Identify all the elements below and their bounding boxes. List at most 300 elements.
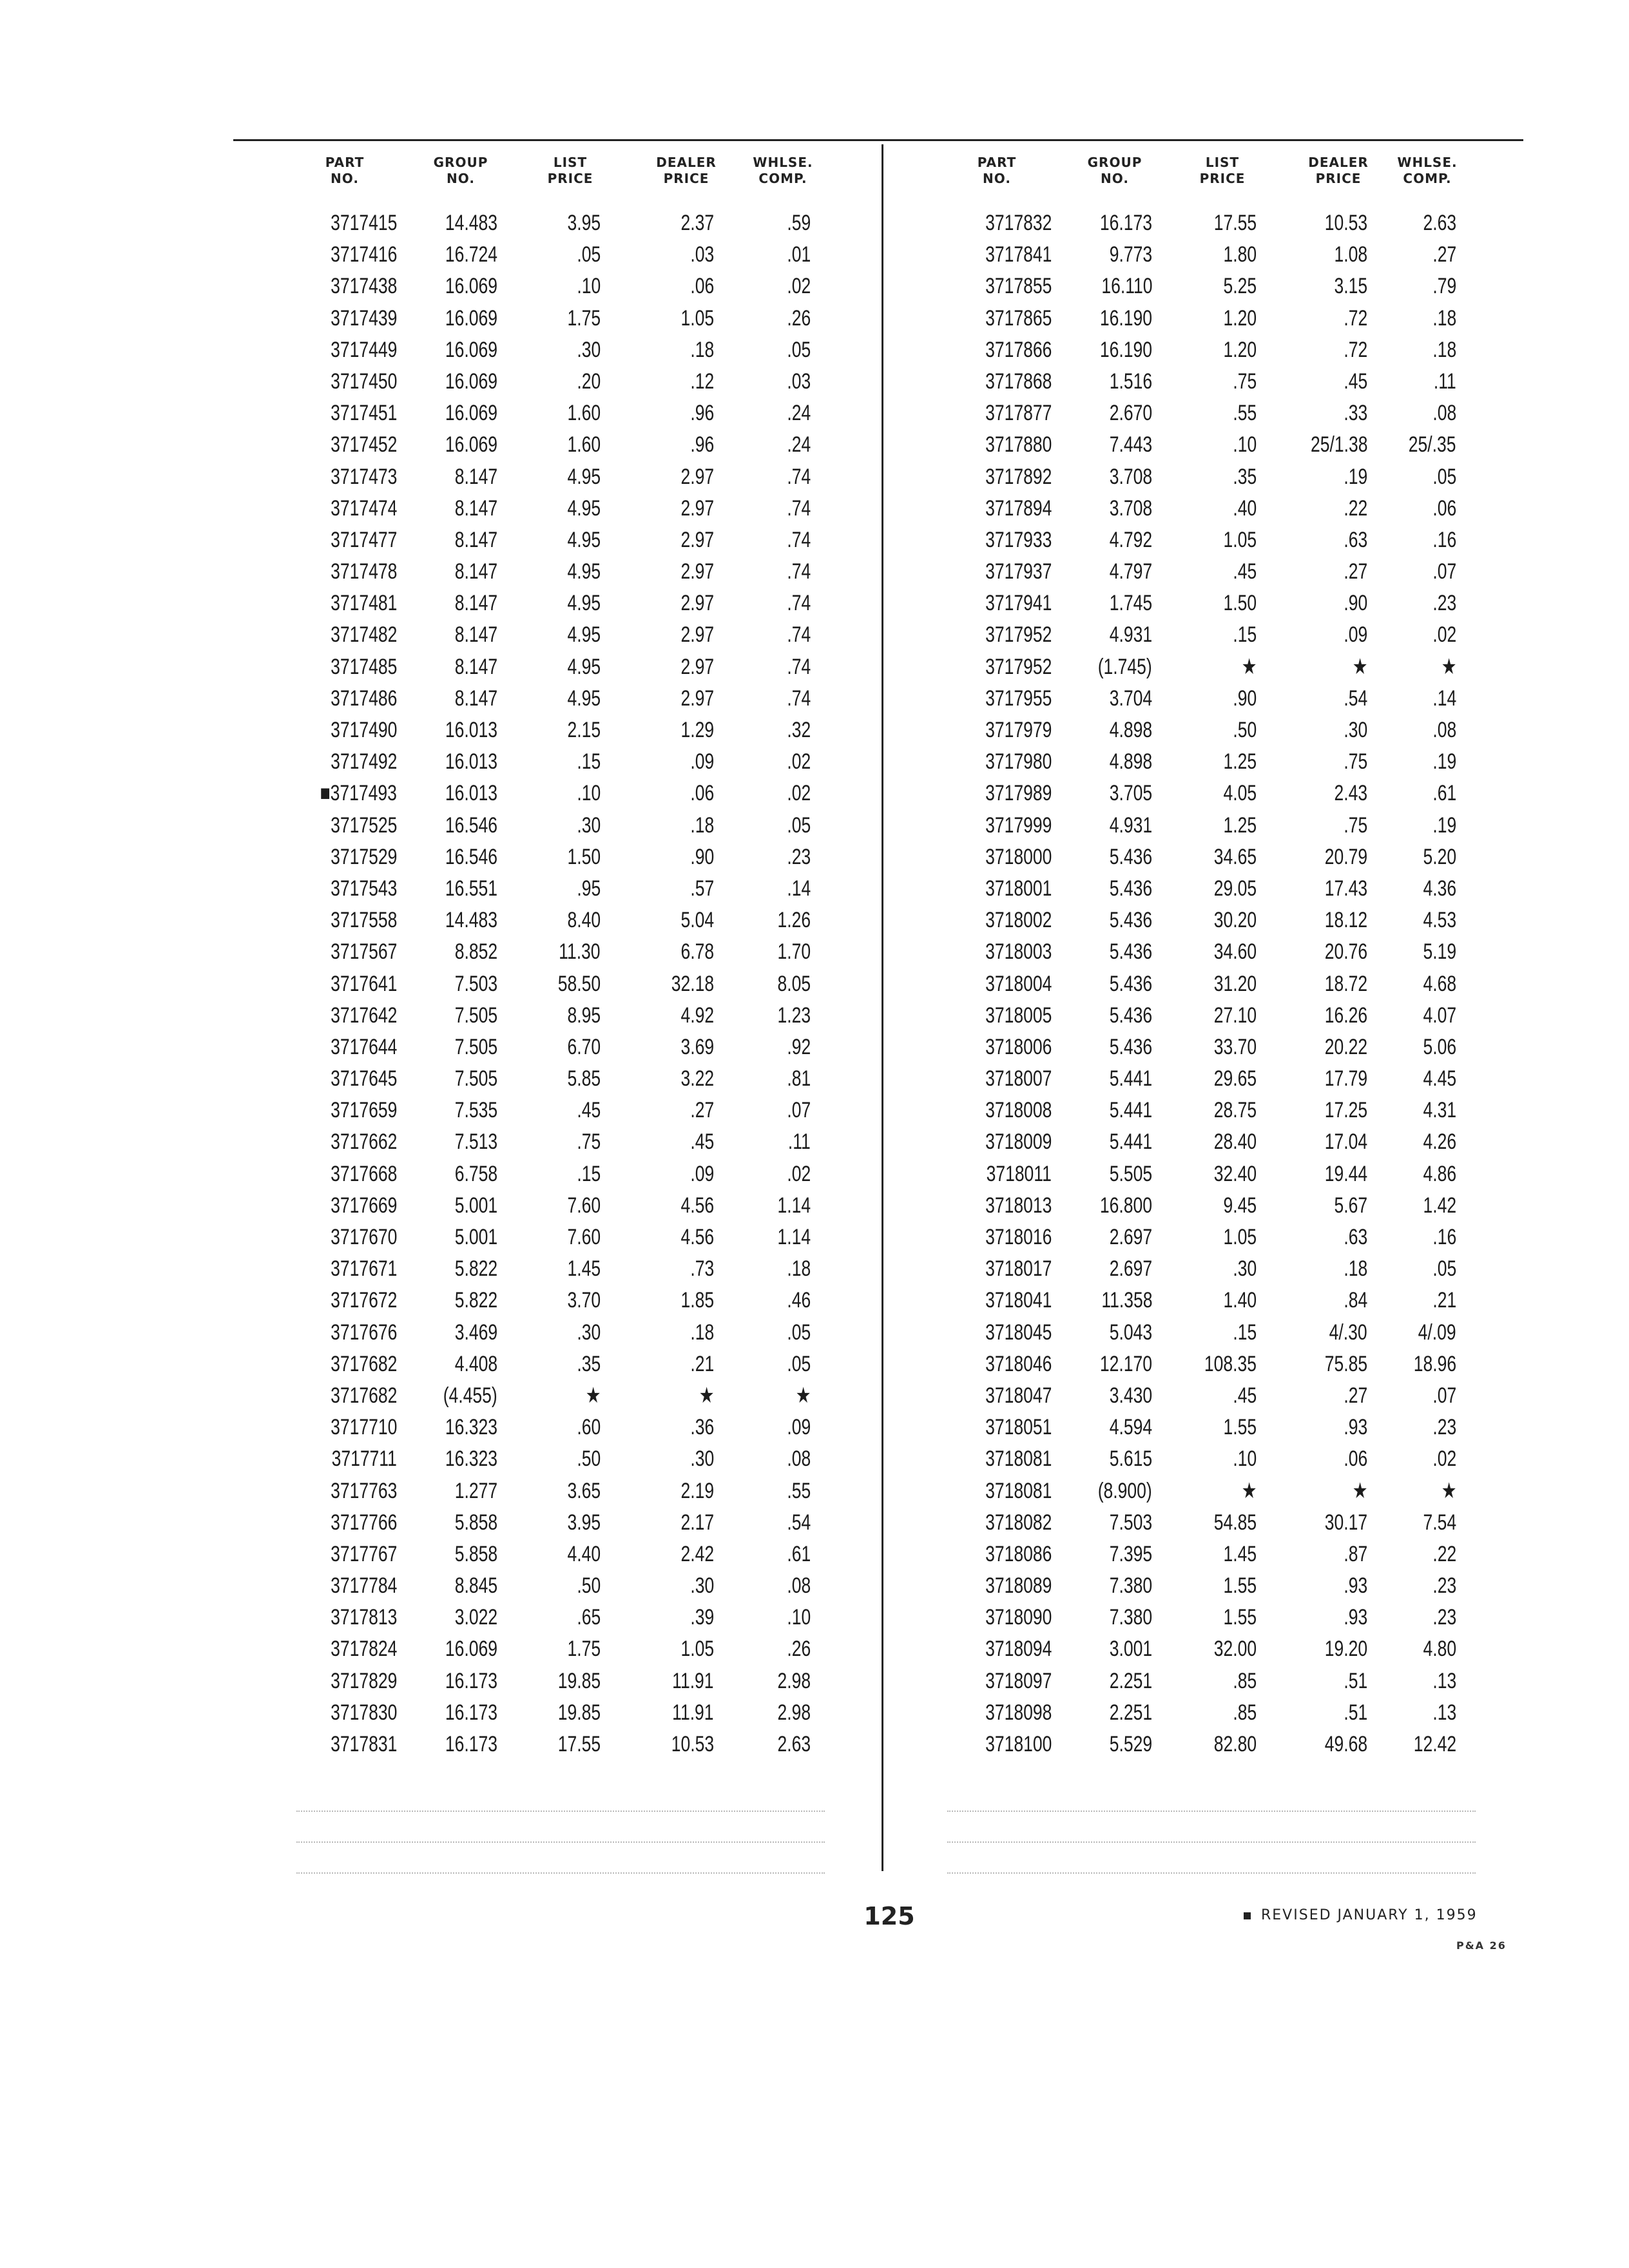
dealer-price-cell: .87 [1344, 1541, 1367, 1566]
part-no-cell: 3717525 [330, 812, 397, 838]
table-row [245, 683, 889, 715]
blank-dotted-line [947, 1841, 1476, 1843]
whlse-comp-cell: 1.14 [777, 1225, 811, 1249]
blank-dotted-line [947, 1872, 1476, 1874]
part-no-cell: 3717529 [330, 844, 397, 869]
table-header [245, 155, 889, 198]
table-row [245, 1222, 889, 1253]
part-no-cell: 3717784 [330, 1573, 397, 1599]
part-no-cell: 3718081 [985, 1446, 1052, 1472]
group-no-cell: 5.436 [1109, 939, 1152, 965]
table-row [245, 1666, 889, 1697]
whlse-comp-cell: 5.06 [1423, 1034, 1456, 1059]
group-no-cell: 7.503 [454, 971, 497, 996]
dealer-price-cell: .63 [1344, 527, 1367, 552]
whlse-comp-cell: 1.23 [777, 1003, 811, 1028]
list-price-cell: 27.10 [1213, 1003, 1257, 1028]
whlse-comp-cell: .74 [787, 464, 811, 489]
whlse-comp-cell: .06 [1432, 495, 1456, 521]
list-price-cell: .65 [577, 1605, 601, 1630]
group-no-cell: 4.792 [1109, 527, 1152, 552]
list-price-cell: .50 [577, 1446, 601, 1472]
list-price-cell: 4.95 [567, 622, 601, 648]
part-no-cell: 3717490 [330, 718, 397, 742]
list-price-cell: 5.25 [1223, 274, 1257, 299]
table-row [902, 1253, 1547, 1285]
part-no-cell: 3717865 [985, 305, 1052, 331]
part-no-cell: 3717492 [330, 749, 397, 774]
dealer-price-cell: 2.97 [680, 622, 714, 648]
group-no-cell: 8.147 [454, 527, 497, 552]
whlse-comp-cell: 4.07 [1423, 1003, 1456, 1028]
list-price-cell: 4.95 [567, 591, 601, 616]
header-part-no: PART NO. [325, 155, 365, 186]
table-row [245, 303, 889, 334]
group-no-cell: 5.001 [454, 1193, 497, 1218]
part-no-cell: 3717829 [330, 1668, 397, 1693]
group-no-cell: 16.013 [445, 781, 497, 806]
whlse-comp-cell: .61 [787, 1541, 811, 1566]
list-price-cell: 30.20 [1213, 908, 1257, 933]
table-row [902, 271, 1547, 302]
group-no-cell: 3.705 [1109, 781, 1152, 806]
whlse-comp-cell: .02 [1432, 1446, 1456, 1472]
group-no-cell: 8.147 [454, 622, 497, 648]
part-no-cell: 3717766 [330, 1510, 397, 1535]
group-no-cell: 8.147 [454, 559, 497, 584]
group-no-cell: 5.436 [1109, 844, 1152, 869]
part-no-cell: 3717999 [985, 812, 1052, 838]
group-no-cell: 16.800 [1099, 1193, 1152, 1218]
whlse-comp-cell: 1.26 [777, 908, 811, 933]
list-price-cell: 4.05 [1223, 781, 1257, 806]
whlse-comp-cell: .11 [788, 1129, 811, 1155]
table-row [245, 1633, 889, 1665]
list-price-cell: .50 [1233, 718, 1257, 742]
list-price-cell: 29.05 [1213, 876, 1257, 901]
table-row [245, 461, 889, 493]
dealer-price-cell: 2.17 [680, 1510, 714, 1535]
dealer-price-cell: .27 [1344, 1383, 1367, 1408]
dealer-price-cell: 17.79 [1324, 1066, 1367, 1091]
list-price-cell: 19.85 [557, 1668, 601, 1693]
part-no-cell: 3717481 [330, 591, 397, 616]
dealer-price-cell: .54 [1344, 686, 1367, 711]
whlse-comp-cell: .74 [787, 654, 811, 679]
table-row [902, 524, 1547, 556]
group-no-cell: (4.455) [443, 1383, 497, 1408]
blank-dotted-line [296, 1811, 825, 1812]
table-row [902, 398, 1547, 429]
list-price-cell: .75 [577, 1129, 601, 1155]
group-no-cell: 4.931 [1109, 812, 1152, 838]
part-no-cell: 3717937 [985, 559, 1052, 584]
group-no-cell: 5.441 [1109, 1098, 1152, 1123]
part-no-cell: 3717670 [330, 1225, 397, 1249]
group-no-cell: 16.013 [445, 749, 497, 774]
whlse-comp-cell: .02 [787, 274, 811, 299]
part-no-cell: 3718004 [985, 971, 1052, 996]
table-row [902, 1190, 1547, 1222]
header-dealer-price: DEALER PRICE [1308, 155, 1369, 186]
whlse-comp-cell: .23 [1432, 1415, 1456, 1440]
whlse-comp-cell: .18 [787, 1256, 811, 1282]
dealer-price-cell: .96 [690, 432, 714, 457]
dealer-price-cell: 32.18 [671, 971, 714, 996]
whlse-comp-cell: .79 [1432, 274, 1456, 299]
group-no-cell: 3.469 [454, 1320, 497, 1345]
part-no-cell: 3718008 [985, 1098, 1052, 1123]
dealer-price-cell: ★ [699, 1383, 714, 1408]
dealer-price-cell: 2.97 [680, 654, 714, 679]
dealer-price-cell: .06 [690, 781, 714, 806]
part-no-cell: 3718090 [985, 1605, 1052, 1630]
group-no-cell: 3.022 [454, 1605, 497, 1630]
list-price-cell: .45 [1233, 559, 1257, 584]
whlse-comp-cell: .74 [787, 527, 811, 552]
whlse-comp-cell: .08 [1432, 718, 1456, 742]
list-price-cell: 34.65 [1213, 844, 1257, 869]
table-row [902, 1475, 1547, 1507]
group-no-cell: 16.190 [1099, 305, 1152, 331]
whlse-comp-cell: .32 [787, 718, 811, 742]
whlse-comp-cell: .14 [1432, 686, 1456, 711]
part-no-cell: 3718000 [985, 844, 1052, 869]
whlse-comp-cell: .14 [787, 876, 811, 901]
top-rule [233, 139, 1523, 141]
whlse-comp-cell: .16 [1432, 1225, 1456, 1249]
group-no-cell: 4.594 [1109, 1415, 1152, 1440]
dealer-price-cell: 19.20 [1324, 1637, 1367, 1662]
part-no-cell: 3717767 [330, 1541, 397, 1566]
table-row [902, 303, 1547, 334]
part-no-cell: 3717659 [330, 1098, 397, 1123]
group-no-cell: 11.358 [1101, 1288, 1152, 1313]
dealer-price-cell: .19 [1344, 464, 1367, 489]
list-price-cell: 1.80 [1223, 242, 1257, 267]
dealer-price-cell: .12 [690, 369, 714, 394]
dealer-price-cell: 1.08 [1334, 242, 1367, 267]
dealer-price-cell: 4.56 [680, 1225, 714, 1249]
table-row [902, 1000, 1547, 1032]
whlse-comp-cell: .74 [787, 686, 811, 711]
whlse-comp-cell: .26 [787, 1637, 811, 1662]
whlse-comp-cell: .74 [787, 495, 811, 521]
part-no-cell: 3718094 [985, 1637, 1052, 1662]
group-no-cell: 16.069 [445, 305, 497, 331]
part-no-cell: 3717676 [330, 1320, 397, 1345]
whlse-comp-cell: .08 [787, 1446, 811, 1472]
whlse-comp-cell: .07 [787, 1098, 811, 1123]
part-no-cell: 3717668 [330, 1161, 397, 1186]
table-row [245, 429, 889, 461]
list-price-cell: 1.55 [1223, 1415, 1257, 1440]
part-no-cell: 3718009 [985, 1129, 1052, 1155]
table-row [245, 936, 889, 968]
dealer-price-cell: .45 [690, 1129, 714, 1155]
list-price-cell: .95 [577, 876, 601, 901]
dealer-price-cell: .09 [690, 1161, 714, 1186]
table-row [245, 493, 889, 524]
group-no-cell: 5.529 [1109, 1732, 1152, 1756]
dealer-price-cell: .09 [1344, 622, 1367, 648]
whlse-comp-cell: 4.53 [1423, 908, 1456, 933]
table-row [245, 1158, 889, 1190]
table-row [245, 1253, 889, 1285]
dealer-price-cell: 4/.30 [1329, 1320, 1367, 1345]
part-no-cell: 3717543 [330, 876, 397, 901]
table-row [902, 746, 1547, 778]
part-no-cell: 3717449 [330, 337, 397, 362]
table-row [245, 1380, 889, 1412]
table-row [245, 810, 889, 841]
dealer-price-cell: .36 [690, 1415, 714, 1440]
list-price-cell: 1.60 [567, 432, 601, 457]
whlse-comp-cell: .02 [1432, 622, 1456, 648]
group-no-cell: 4.797 [1109, 559, 1152, 584]
group-no-cell: (1.745) [1097, 654, 1152, 679]
table-row [245, 1095, 889, 1126]
group-no-cell: 16.069 [445, 1637, 497, 1662]
table-body [245, 207, 889, 1760]
revised-marker-icon [1244, 1912, 1251, 1919]
part-no-cell: 3717415 [330, 211, 397, 235]
group-no-cell: 1.516 [1109, 369, 1152, 394]
dealer-price-cell: 1.05 [680, 305, 714, 331]
group-no-cell: 4.898 [1109, 718, 1152, 742]
table-row [245, 1475, 889, 1507]
dealer-price-cell: .93 [1344, 1573, 1367, 1599]
part-no-cell: 3717979 [985, 718, 1052, 742]
part-no-cell: 3717477 [330, 527, 397, 552]
dealer-price-cell: 2.97 [680, 495, 714, 521]
group-no-cell: 2.251 [1109, 1668, 1152, 1693]
dealer-price-cell: 1.85 [680, 1288, 714, 1313]
table-row [245, 778, 889, 809]
table-row [245, 1539, 889, 1570]
list-price-cell: .15 [1233, 622, 1257, 648]
list-price-cell: 9.45 [1223, 1193, 1257, 1218]
list-price-cell: 1.45 [1223, 1541, 1257, 1566]
whlse-comp-cell: 2.98 [777, 1700, 811, 1725]
table-row [902, 1666, 1547, 1697]
table-row [902, 1285, 1547, 1316]
whlse-comp-cell: .10 [787, 1605, 811, 1630]
group-no-cell: 16.069 [445, 432, 497, 457]
dealer-price-cell: 1.05 [680, 1637, 714, 1662]
part-no-cell: 3718001 [985, 876, 1052, 901]
whlse-comp-cell: .08 [787, 1573, 811, 1599]
group-no-cell: 16.069 [445, 401, 497, 426]
list-price-cell: 1.55 [1223, 1605, 1257, 1630]
dealer-price-cell: 18.12 [1324, 908, 1367, 933]
list-price-cell: 33.70 [1213, 1034, 1257, 1059]
group-no-cell: 5.436 [1109, 908, 1152, 933]
whlse-comp-cell: .05 [787, 1351, 811, 1376]
dealer-price-cell: 5.67 [1334, 1193, 1367, 1218]
list-price-cell: 4.40 [567, 1541, 601, 1566]
list-price-cell: .30 [1233, 1256, 1257, 1282]
dealer-price-cell: .72 [1344, 305, 1367, 331]
list-price-cell: 3.65 [567, 1478, 601, 1503]
list-price-cell: 1.50 [1223, 591, 1257, 616]
whlse-comp-cell: 4.86 [1423, 1161, 1456, 1186]
whlse-comp-cell: .74 [787, 622, 811, 648]
group-no-cell: 5.858 [454, 1541, 497, 1566]
list-price-cell: .45 [1233, 1383, 1257, 1408]
whlse-comp-cell: .74 [787, 591, 811, 616]
table-row [902, 588, 1547, 619]
table-row [245, 1190, 889, 1222]
table-row [902, 1443, 1547, 1475]
part-no-cell: 3717485 [330, 654, 397, 679]
group-no-cell: 6.758 [454, 1161, 497, 1186]
list-price-cell: 1.40 [1223, 1288, 1257, 1313]
whlse-comp-cell: .23 [787, 844, 811, 869]
table-row [902, 1633, 1547, 1665]
group-no-cell: 5.822 [454, 1256, 497, 1282]
table-row [902, 239, 1547, 271]
part-no-cell: 3717438 [330, 274, 397, 299]
table-row [245, 1602, 889, 1633]
group-no-cell: 8.147 [454, 654, 497, 679]
dealer-price-cell: 2.43 [1334, 781, 1367, 806]
dealer-price-cell: 16.26 [1324, 1003, 1367, 1028]
part-no-cell: 3717474 [330, 495, 397, 521]
list-price-cell: 34.60 [1213, 939, 1257, 965]
dealer-price-cell: 30.17 [1324, 1510, 1367, 1535]
part-no-cell: 3717952 [985, 654, 1052, 679]
table-row [902, 334, 1547, 366]
part-no-cell: 3717866 [985, 337, 1052, 362]
table-row [245, 905, 889, 936]
group-no-cell: 16.551 [445, 876, 497, 901]
whlse-comp-cell: .01 [787, 242, 811, 267]
header-group-no: GROUP NO. [433, 155, 488, 186]
list-price-cell: .60 [577, 1415, 601, 1440]
list-price-cell: 4.95 [567, 495, 601, 521]
whlse-comp-cell: .05 [1432, 1256, 1456, 1282]
header-whlse-comp: WHLSE. COMP. [753, 155, 813, 186]
table-row [902, 1063, 1547, 1095]
part-no-cell: 3717831 [330, 1732, 397, 1756]
list-price-cell: 3.95 [567, 211, 601, 235]
group-no-cell: 4.898 [1109, 749, 1152, 774]
whlse-comp-cell: 1.42 [1423, 1193, 1456, 1218]
blank-dotted-line [296, 1872, 825, 1874]
dealer-price-cell: .75 [1344, 812, 1367, 838]
list-price-cell: .10 [1233, 1446, 1257, 1472]
part-no-cell: 3717672 [330, 1288, 397, 1313]
list-price-cell: .15 [577, 1161, 601, 1186]
whlse-comp-cell: 4.26 [1423, 1129, 1456, 1155]
list-price-cell: ★ [1241, 1478, 1257, 1503]
part-no-cell: 3717832 [985, 211, 1052, 235]
table-row [245, 619, 889, 651]
table-row [902, 1349, 1547, 1380]
group-no-cell: 7.395 [1109, 1541, 1152, 1566]
part-no-cell: 3718002 [985, 908, 1052, 933]
list-price-cell: 31.20 [1213, 971, 1257, 996]
whlse-comp-cell: 5.20 [1423, 844, 1456, 869]
group-no-cell: 5.822 [454, 1288, 497, 1313]
dealer-price-cell: .75 [1344, 749, 1367, 774]
group-no-cell: 8.147 [454, 686, 497, 711]
group-no-cell: 16.173 [445, 1732, 497, 1756]
left-price-table [245, 155, 889, 1760]
part-no-cell: 3717989 [985, 781, 1052, 806]
list-price-cell: 1.75 [567, 1637, 601, 1662]
list-price-cell: 1.20 [1223, 337, 1257, 362]
dealer-price-cell: .72 [1344, 337, 1367, 362]
group-no-cell: 5.505 [1109, 1161, 1152, 1186]
part-no-cell: 3718100 [985, 1732, 1052, 1756]
dealer-price-cell: .18 [690, 812, 714, 838]
list-price-cell: 1.60 [567, 401, 601, 426]
part-no-cell: 3717941 [985, 591, 1052, 616]
table-row [902, 778, 1547, 809]
whlse-comp-cell: 4.36 [1423, 876, 1456, 901]
header-group-no: GROUP NO. [1087, 155, 1142, 186]
list-price-cell: 1.50 [567, 844, 601, 869]
group-no-cell: 4.931 [1109, 622, 1152, 648]
part-no-cell: 3717980 [985, 749, 1052, 774]
group-no-cell: 8.845 [454, 1573, 497, 1599]
group-no-cell: 5.436 [1109, 971, 1152, 996]
dealer-price-cell: .21 [690, 1351, 714, 1376]
part-no-cell: 3718051 [985, 1415, 1052, 1440]
group-no-cell: 1.277 [454, 1478, 497, 1503]
whlse-comp-cell: .19 [1432, 749, 1456, 774]
group-no-cell: (8.900) [1097, 1478, 1152, 1503]
part-no-cell: 3718006 [985, 1034, 1052, 1059]
dealer-price-cell: 20.79 [1324, 844, 1367, 869]
table-row [902, 207, 1547, 239]
part-no-cell: 3717641 [330, 971, 397, 996]
whlse-comp-cell: .55 [787, 1478, 811, 1503]
table-row [902, 1697, 1547, 1729]
list-price-cell: 17.55 [1213, 211, 1257, 235]
dealer-price-cell: .30 [1344, 718, 1367, 742]
table-row [902, 968, 1547, 1000]
list-price-cell: 1.45 [567, 1256, 601, 1282]
dealer-price-cell: .90 [690, 844, 714, 869]
list-price-cell: 4.95 [567, 527, 601, 552]
group-no-cell: 5.436 [1109, 876, 1152, 901]
dealer-price-cell: 2.97 [680, 527, 714, 552]
whlse-comp-cell: 2.63 [777, 1732, 811, 1756]
table-row [245, 1000, 889, 1032]
dealer-price-cell: 49.68 [1324, 1732, 1367, 1756]
table-row [902, 493, 1547, 524]
group-no-cell: 14.483 [445, 908, 497, 933]
dealer-price-cell: 17.43 [1324, 876, 1367, 901]
whlse-comp-cell: .13 [1432, 1668, 1456, 1693]
part-no-cell: 3717763 [330, 1478, 397, 1503]
part-no-cell: 3717439 [330, 305, 397, 331]
group-no-cell: 5.436 [1109, 1003, 1152, 1028]
group-no-cell: 7.505 [454, 1066, 497, 1091]
whlse-comp-cell: .03 [787, 369, 811, 394]
list-price-cell: .85 [1233, 1700, 1257, 1725]
list-price-cell: .15 [577, 749, 601, 774]
part-no-cell: 3717473 [330, 464, 397, 489]
list-price-cell: .90 [1233, 686, 1257, 711]
table-row [902, 841, 1547, 873]
group-no-cell: 5.441 [1109, 1066, 1152, 1091]
list-price-cell: .15 [1233, 1320, 1257, 1345]
list-price-cell: 19.85 [557, 1700, 601, 1725]
